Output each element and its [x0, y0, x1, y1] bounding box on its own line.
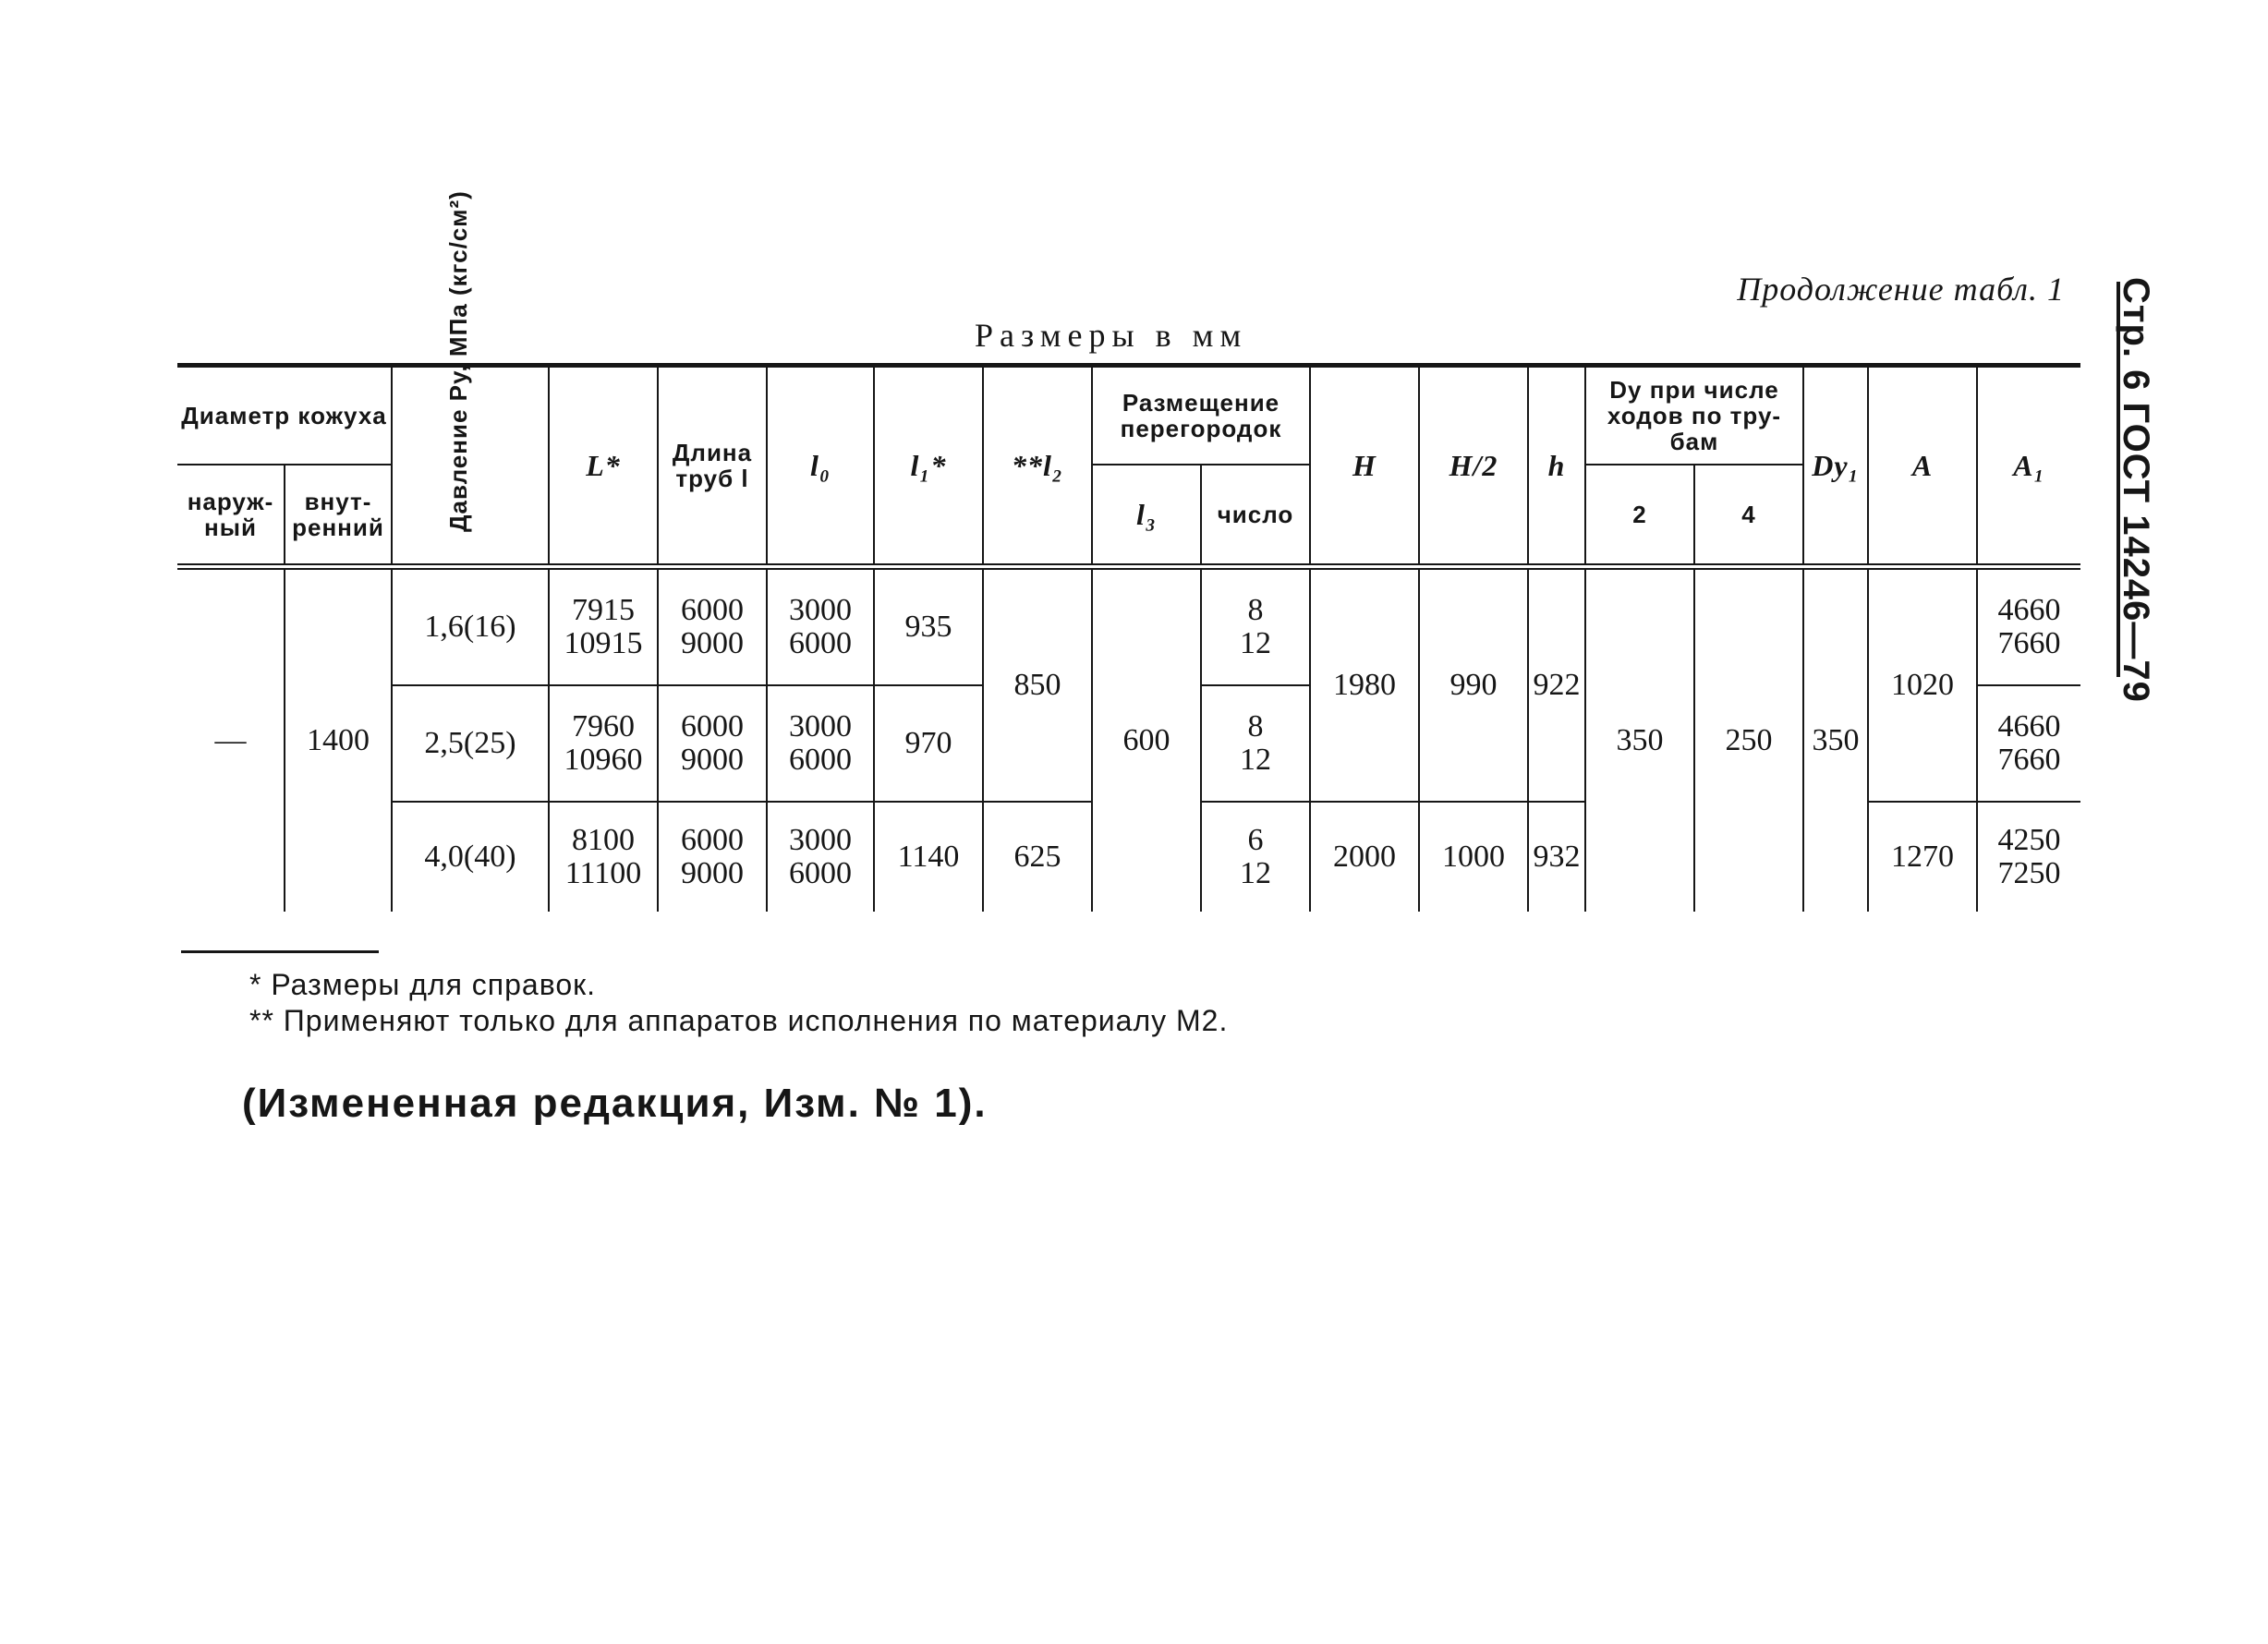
header-A1: A₁ [1977, 366, 2080, 567]
cell-tube-length: 6000 9000 [658, 802, 767, 912]
table-row [177, 567, 2080, 686]
header-A: A [1868, 366, 1977, 567]
cell-tube-length: 6000 9000 [658, 567, 767, 686]
cell-dy-4: 250 [1694, 567, 1803, 913]
header-outer: наруж-ный [177, 465, 285, 567]
page-number-standard: Стр. 6 ГОСТ 14246—79 [2116, 277, 2156, 703]
cell-H: 2000 [1310, 802, 1419, 912]
units-caption: Размеры в мм [975, 317, 1248, 354]
amendment-note: (Измененная редакция, Изм. № 1). [242, 1081, 988, 1126]
cell-pressure: 1,6(16) [392, 567, 549, 686]
cell-tube-length: 6000 9000 [658, 685, 767, 802]
header-H2: H/2 [1419, 366, 1528, 567]
cell-h: 922 [1528, 567, 1585, 803]
header-H: H [1310, 366, 1419, 567]
cell-pressure: 4,0(40) [392, 802, 549, 912]
cell-l0: 3000 6000 [767, 567, 874, 686]
header-dy1: Dу₁ [1803, 366, 1868, 567]
header-tube-length: Длина труб l [658, 366, 767, 567]
cell-outer: — [177, 567, 285, 913]
cell-dy-2: 350 [1585, 567, 1694, 913]
footnote-reference: * Размеры для справок. [249, 968, 597, 1001]
cell-L: 7960 10960 [549, 685, 658, 802]
continuation-label: Продолжение табл. 1 [1737, 271, 2065, 308]
cell-A: 1270 [1868, 802, 1977, 912]
cell-pressure: 2,5(25) [392, 685, 549, 802]
cell-A: 1020 [1868, 567, 1977, 803]
cell-inner: 1400 [285, 567, 392, 913]
header-pressure-text: Давление Pу, МПа (кгс/см²) [444, 190, 472, 532]
header-inner: внут-ренний [285, 465, 392, 567]
cell-l1: 935 [874, 567, 983, 686]
cell-L: 7915 10915 [549, 567, 658, 686]
header-pressure [392, 190, 549, 567]
header-passes-4: 4 [1694, 465, 1803, 567]
cell-H: 1980 [1310, 567, 1419, 803]
cell-count: 8 12 [1201, 685, 1310, 802]
footnote-material: ** Применяют только для аппаратов исполнения по материалу М2. [249, 1004, 1229, 1037]
cell-count: 6 12 [1201, 802, 1310, 912]
page-side-label [2106, 277, 2156, 703]
cell-l3: 600 [1092, 567, 1201, 913]
cell-l2: 850 [983, 567, 1092, 803]
cell-A1: 4660 7660 [1977, 567, 2080, 686]
cell-l0: 3000 6000 [767, 802, 874, 912]
header-l2: **l₂ [983, 366, 1092, 567]
cell-L: 8100 11100 [549, 802, 658, 912]
cell-A1: 4250 7250 [1977, 802, 2080, 912]
cell-H2: 990 [1419, 567, 1528, 803]
header-dy-passes: Dу при числе ходов по тру-бам [1585, 366, 1803, 465]
header-passes-2: 2 [1585, 465, 1694, 567]
header-count: число [1201, 465, 1310, 567]
header-l1: l₁* [874, 366, 983, 567]
header-baffles: Размещение перегородок [1092, 366, 1310, 465]
cell-A1: 4660 7660 [1977, 685, 2080, 802]
cell-l1: 970 [874, 685, 983, 802]
cell-dy1: 350 [1803, 567, 1868, 913]
cell-H2: 1000 [1419, 802, 1528, 912]
header-diameter: Диаметр кожуха [177, 366, 392, 465]
header-L: L* [549, 366, 658, 567]
cell-l0: 3000 6000 [767, 685, 874, 802]
header-h: h [1528, 366, 1585, 567]
cell-l1: 1140 [874, 802, 983, 912]
footnote-rule [181, 950, 379, 953]
cell-h: 932 [1528, 802, 1585, 912]
header-l0: l₀ [767, 366, 874, 567]
cell-count: 8 12 [1201, 567, 1310, 686]
header-l3: l₃ [1092, 465, 1201, 567]
cell-l2: 625 [983, 802, 1092, 912]
